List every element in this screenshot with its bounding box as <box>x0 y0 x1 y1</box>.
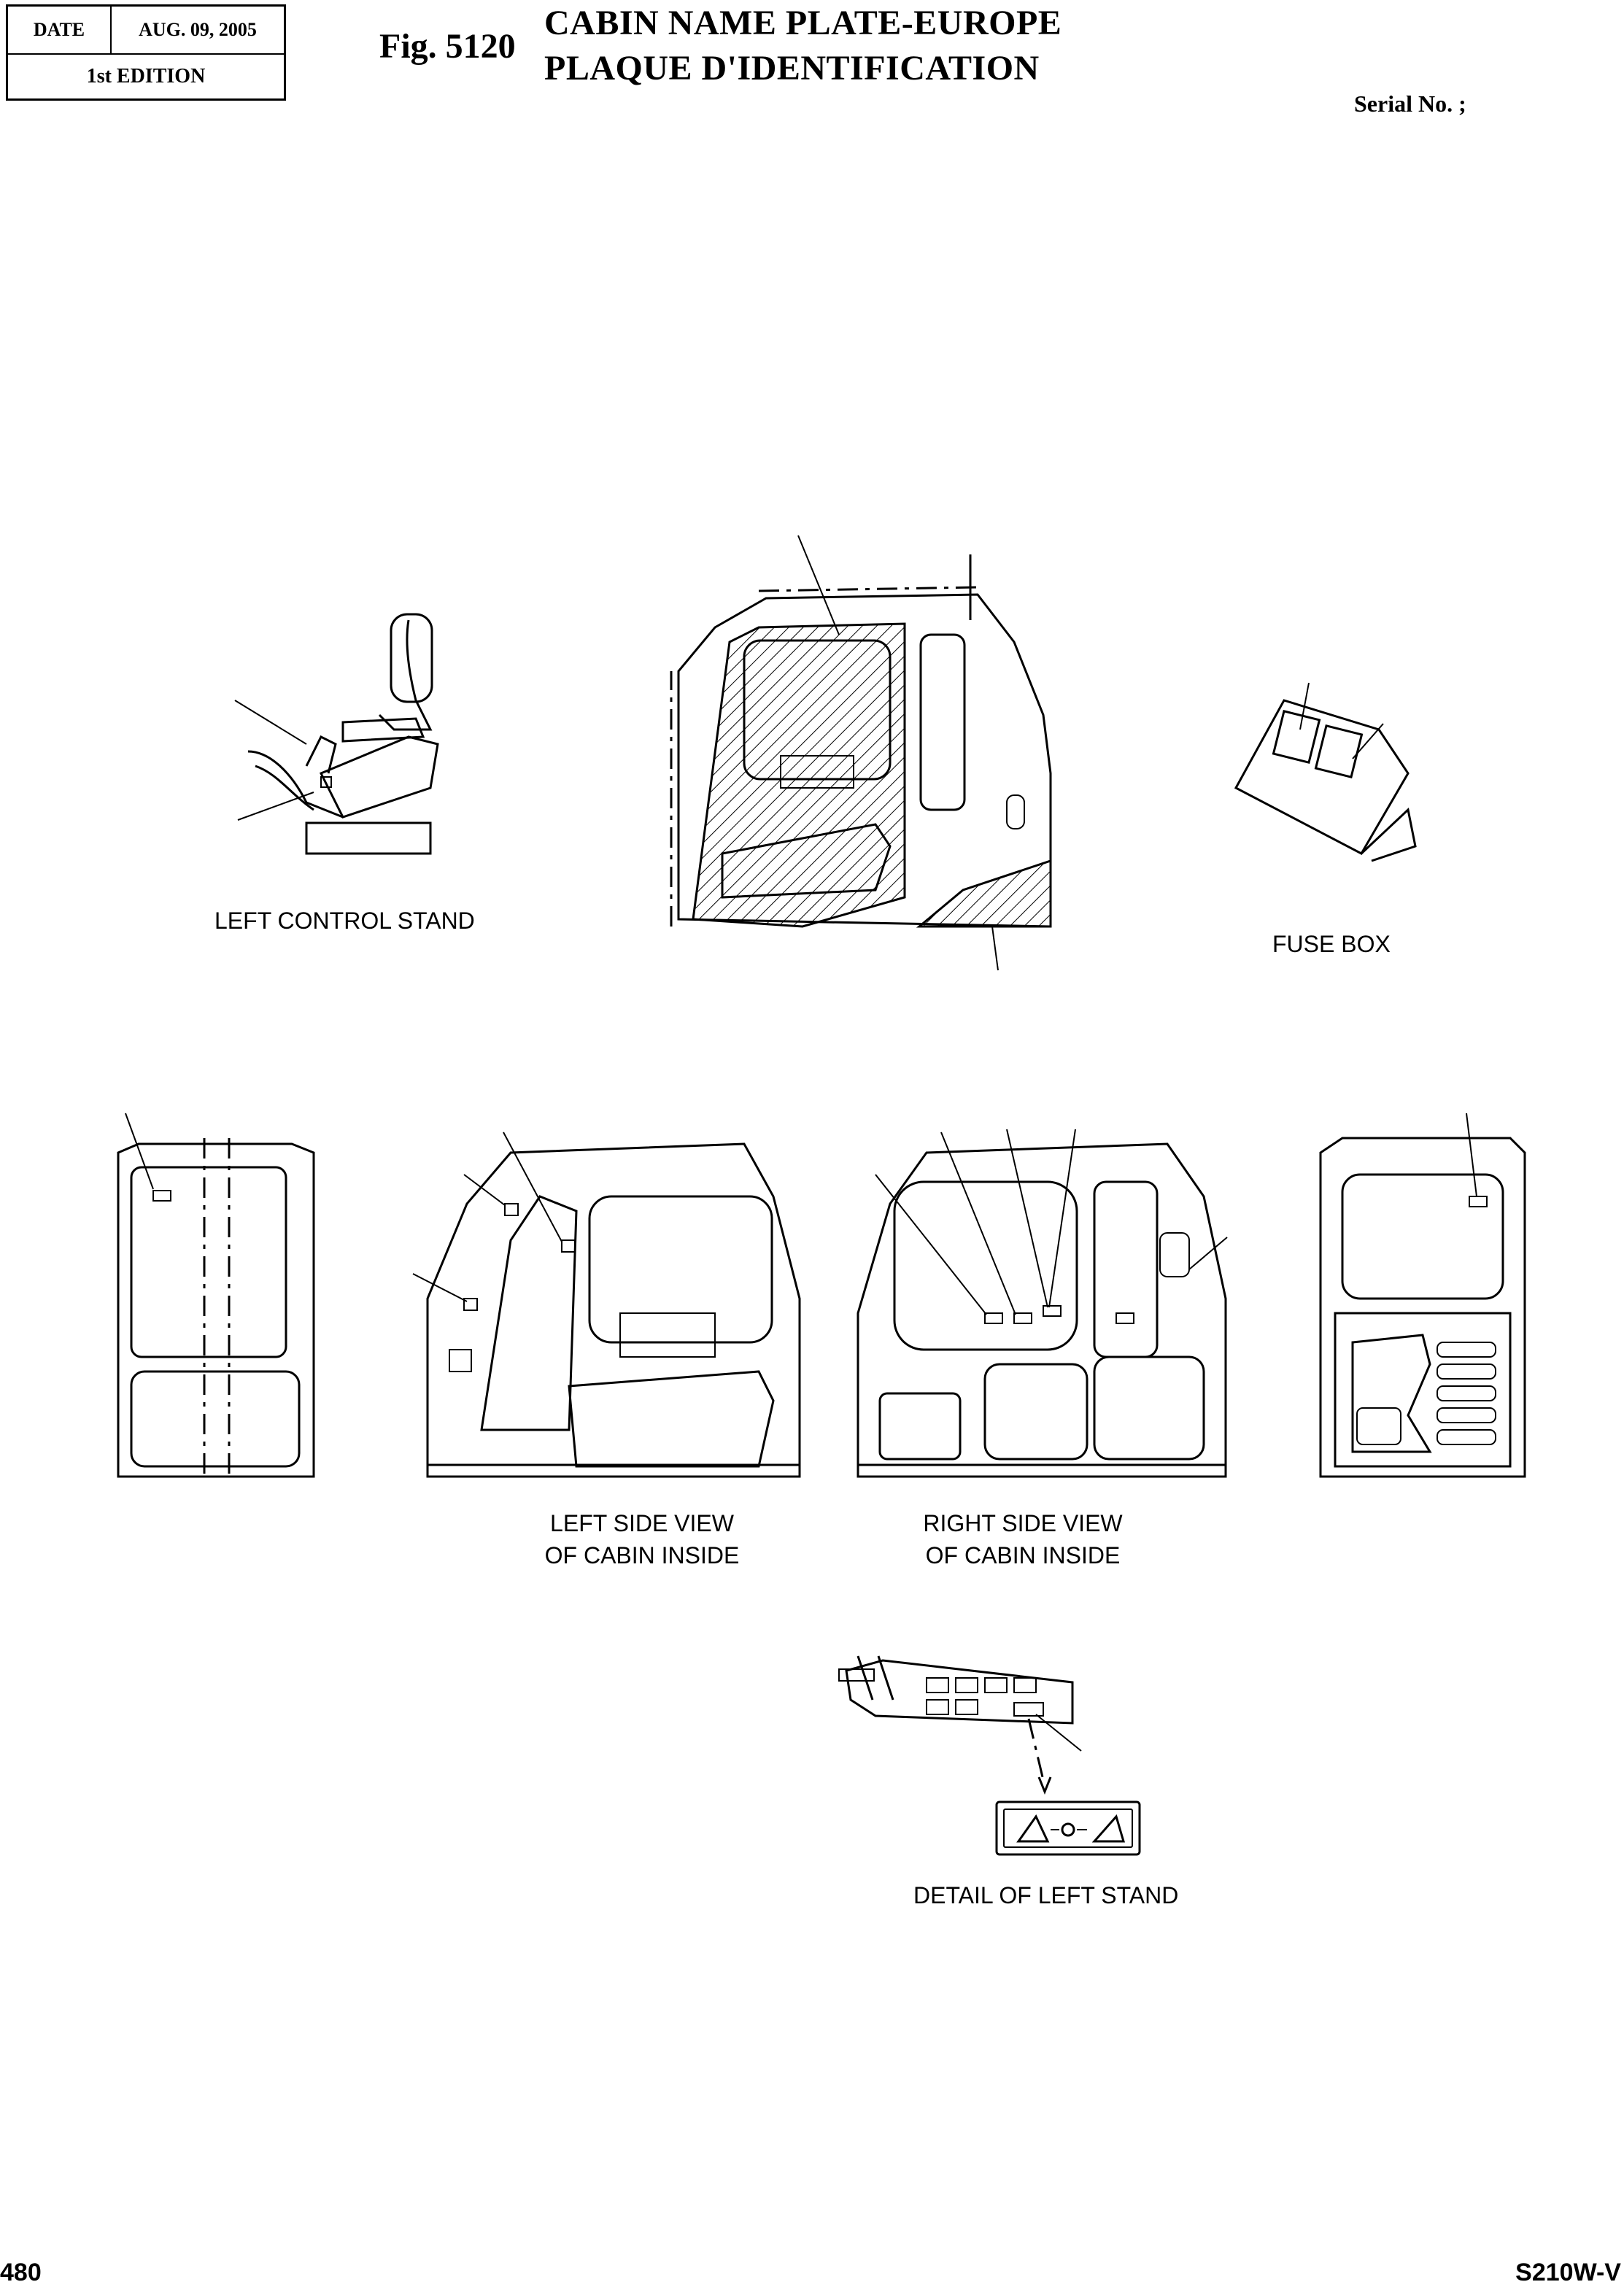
serial-number-label: Serial No. ; <box>1354 90 1466 117</box>
cabin-front-view-drawing <box>118 1113 314 1481</box>
cabin-rear-view-drawing <box>1321 1113 1525 1477</box>
page-number: 480 <box>0 2259 42 2286</box>
model-code: S210W-V <box>1515 2259 1621 2286</box>
detail-left-stand-caption: DETAIL OF LEFT STAND <box>913 1882 1179 1908</box>
page-subtitle: PLAQUE D'IDENTIFICATION <box>544 49 1040 88</box>
fuse-box-drawing <box>1236 683 1415 861</box>
cabin-exterior-drawing <box>671 535 1051 970</box>
left-side-view-caption <box>525 1507 759 1571</box>
left-side-view-caption-line1: LEFT SIDE VIEW <box>550 1510 734 1536</box>
right-side-view-caption-line1: RIGHT SIDE VIEW <box>923 1510 1123 1536</box>
left-side-inside-drawing <box>413 1132 800 1477</box>
left-side-view-caption-line2: OF CABIN INSIDE <box>544 1542 740 1568</box>
left-control-stand-caption: LEFT CONTROL STAND <box>214 908 475 934</box>
date-label: DATE <box>8 7 112 55</box>
right-side-view-caption-line2: OF CABIN INSIDE <box>925 1542 1121 1568</box>
left-control-stand-drawing <box>235 614 438 854</box>
right-side-view-caption <box>906 1507 1140 1571</box>
date-value: AUG. 09, 2005 <box>112 7 284 55</box>
right-side-inside-drawing <box>858 1129 1227 1477</box>
left-stand-detail-drawing <box>839 1656 1140 1854</box>
page-title: CABIN NAME PLATE-EUROPE <box>544 4 1062 42</box>
edition-label: 1st EDITION <box>86 65 206 88</box>
fuse-box-caption: FUSE BOX <box>1272 931 1391 957</box>
figure-number: Fig. 5120 <box>379 27 516 66</box>
